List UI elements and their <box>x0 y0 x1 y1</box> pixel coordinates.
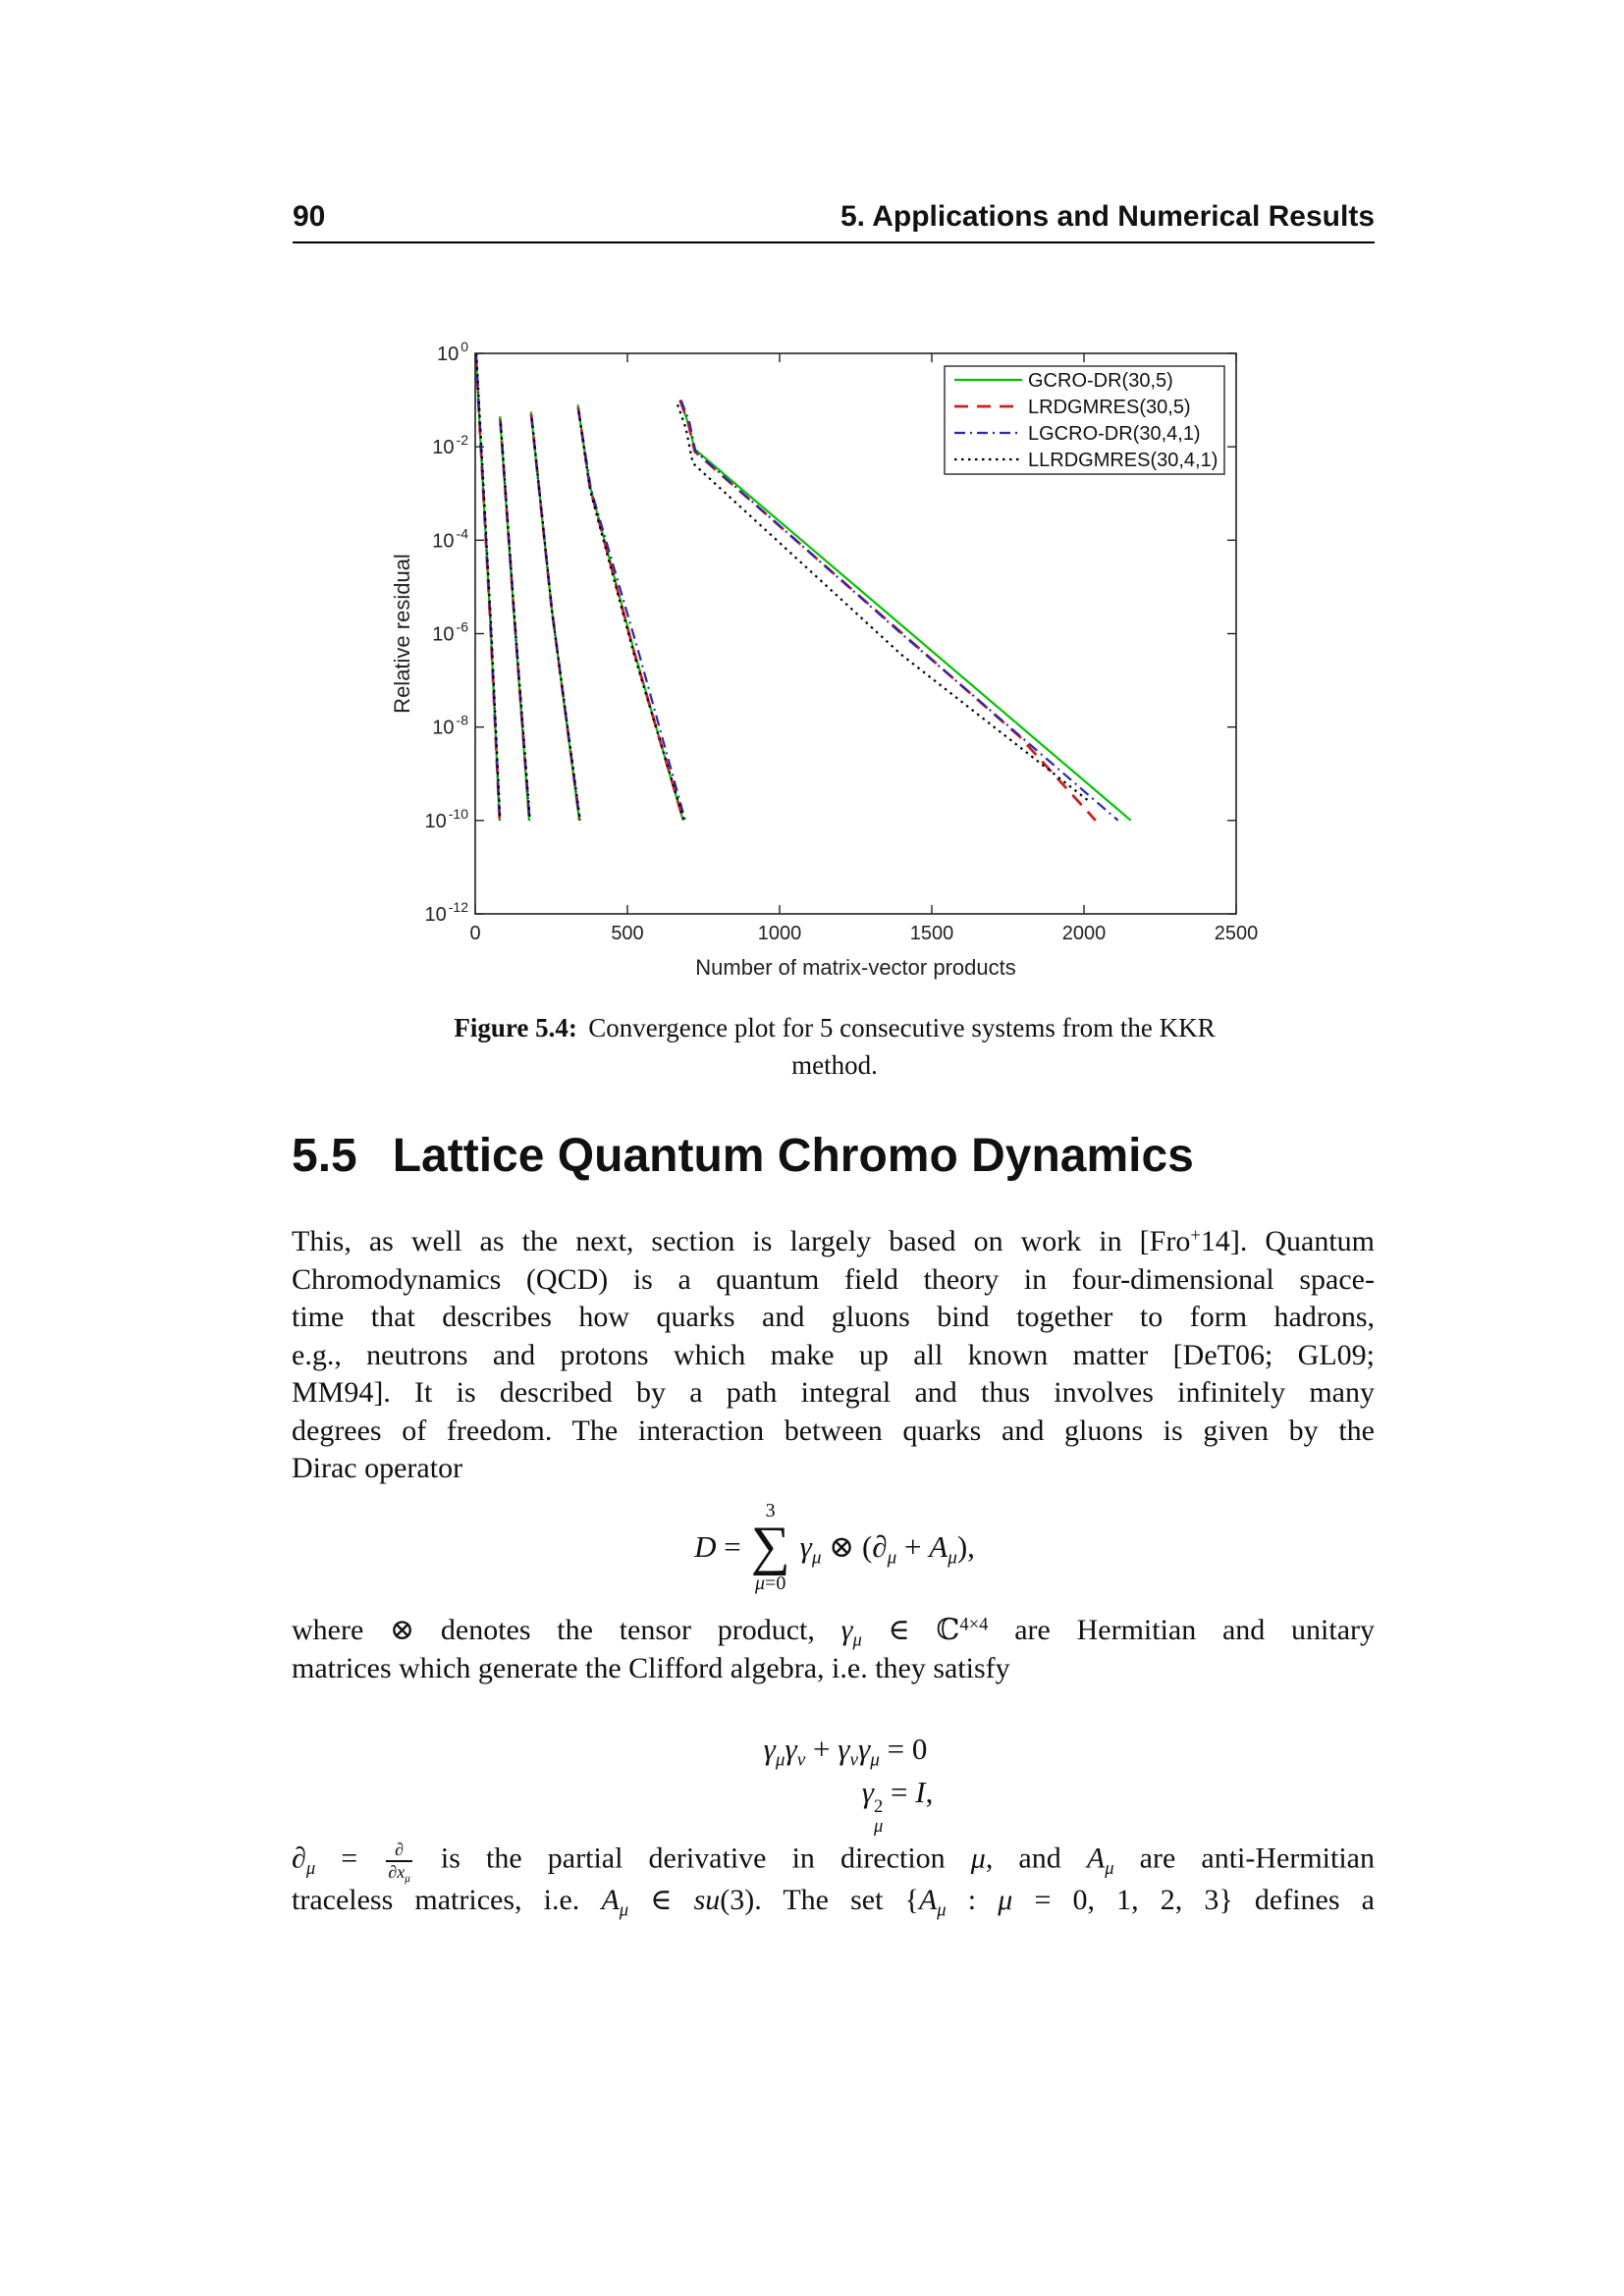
convergence-plot <box>388 329 1281 996</box>
x-tick-label: 0 <box>469 923 481 944</box>
eq1-lhs: D = <box>694 1529 741 1564</box>
figure-caption-label: Figure 5.4: <box>454 1013 577 1042</box>
text-line: traceless matrices, i.e. $A_\mu$ ∈ su(3). The set {$A_\mu$ : μ = 0, 1, 2, 3} defines a <box>292 1884 1375 1921</box>
text-line: time that describes how quarks and gluons bind together to form hadrons, <box>292 1301 1375 1333</box>
paragraph-2 <box>292 1612 1375 1687</box>
header-rule <box>293 241 1375 243</box>
legend-label: LLRDGMRES(30,4,1) <box>1028 450 1218 471</box>
series-segment <box>531 416 579 821</box>
text-line: MM94]. It is described by a path integral and thus involves infinitely many <box>292 1376 1375 1409</box>
sum-lower-limit: μ=0 <box>755 1572 786 1594</box>
series-segment <box>578 407 683 821</box>
legend-label: LGCRO-DR(30,4,1) <box>1028 423 1201 445</box>
paragraph-1 <box>292 1223 1375 1488</box>
text-line: matrices which generate the Clifford algebra, i.e. they satisfy <box>292 1651 1010 1684</box>
figure-caption <box>295 1009 1375 1084</box>
header-chapter-title: 5. Applications and Numerical Results <box>839 200 1375 233</box>
y-tick-label: 10 $^0$ <box>436 339 468 365</box>
x-tick-label: 1000 <box>757 923 802 944</box>
running-header <box>293 200 1375 234</box>
y-tick-label: 10 $^{-12}$ <box>424 899 468 926</box>
sum-upper-limit: 3 <box>765 1500 776 1522</box>
sum-operator <box>751 1501 790 1592</box>
eq2-line1: $\gamma_\mu\gamma_\nu + \gamma_\nu\gamma_\mu = 0$ <box>763 1732 928 1771</box>
text-line: e.g., neutrons and protons which make up all known matter [DeT06; GL09; <box>292 1338 1375 1371</box>
legend-label: LRDGMRES(30,5) <box>1028 397 1191 418</box>
y-tick-label: 10 $^{-6}$ <box>432 618 468 646</box>
x-axis-label: Number of matrix-vector products <box>695 955 1016 980</box>
text-line: where ⊗ denotes the tensor product, $\gamma_\mu$ ∈ ℂ$^{4\times 4}$ are Hermitian and unitary <box>292 1614 1375 1651</box>
x-tick-label: 2000 <box>1061 923 1107 944</box>
section-number: 5.5 <box>292 1130 357 1182</box>
y-axis-label: Relative residual <box>390 554 414 714</box>
eq2-lines <box>764 1728 934 1836</box>
text-line: degrees of freedom. The interaction between quarks and gluons is given by the <box>292 1414 1375 1447</box>
legend <box>945 366 1224 474</box>
legend-label: GCRO-DR(30,5) <box>1028 370 1173 392</box>
section-title: Lattice Quantum Chromo Dynamics <box>392 1130 1194 1182</box>
eq1-rhs: $\gamma_\mu$ ⊗ $(\partial_\mu + A_\mu)$, <box>799 1529 975 1569</box>
x-tick-label: 500 <box>611 923 644 944</box>
text-line: $\partial_\mu$ = $\frac{\partial}{\partial x_\mu}$ is the partial derivative in direction μ, and $A_\mu$ are anti-Hermitian <box>292 1840 1375 1885</box>
series-segment <box>532 419 580 821</box>
figure-caption-line2: method. <box>791 1050 878 1080</box>
text-line: This, as well as the next, section is largely based on work in [Fro+14]. Quantum <box>292 1225 1375 1257</box>
x-tick-label: 2500 <box>1214 923 1259 944</box>
display-equation-clifford-algebra <box>295 1728 1375 1836</box>
y-tick-label: 10 $^{-2}$ <box>432 432 468 459</box>
sigma-symbol: ∑ <box>750 1516 790 1577</box>
figure-caption-text: Convergence plot for 5 consecutive systems from the KKR <box>588 1013 1216 1042</box>
display-equation-dirac-operator <box>295 1496 1375 1598</box>
y-tick-label: 10 $^{-10}$ <box>424 805 468 832</box>
page-number: 90 <box>293 200 326 233</box>
paragraph-3 <box>292 1840 1375 1920</box>
eq2-line2: γ 2 μ = I, <box>861 1775 934 1837</box>
text-line: Chromodynamics (QCD) is a quantum field theory in four-dimensional space- <box>292 1262 1375 1296</box>
series-segment <box>578 409 685 821</box>
x-tick-label: 1500 <box>909 923 954 944</box>
y-tick-label: 10 $^{-8}$ <box>432 712 468 739</box>
section-heading <box>292 1129 1375 1183</box>
series-segment <box>578 404 683 821</box>
convergence-plot-figure <box>388 329 1281 996</box>
y-tick-label: 10 $^{-4}$ <box>432 525 468 553</box>
text-line: Dirac operator <box>292 1452 463 1484</box>
figure-caption-line1 <box>295 1009 1375 1046</box>
